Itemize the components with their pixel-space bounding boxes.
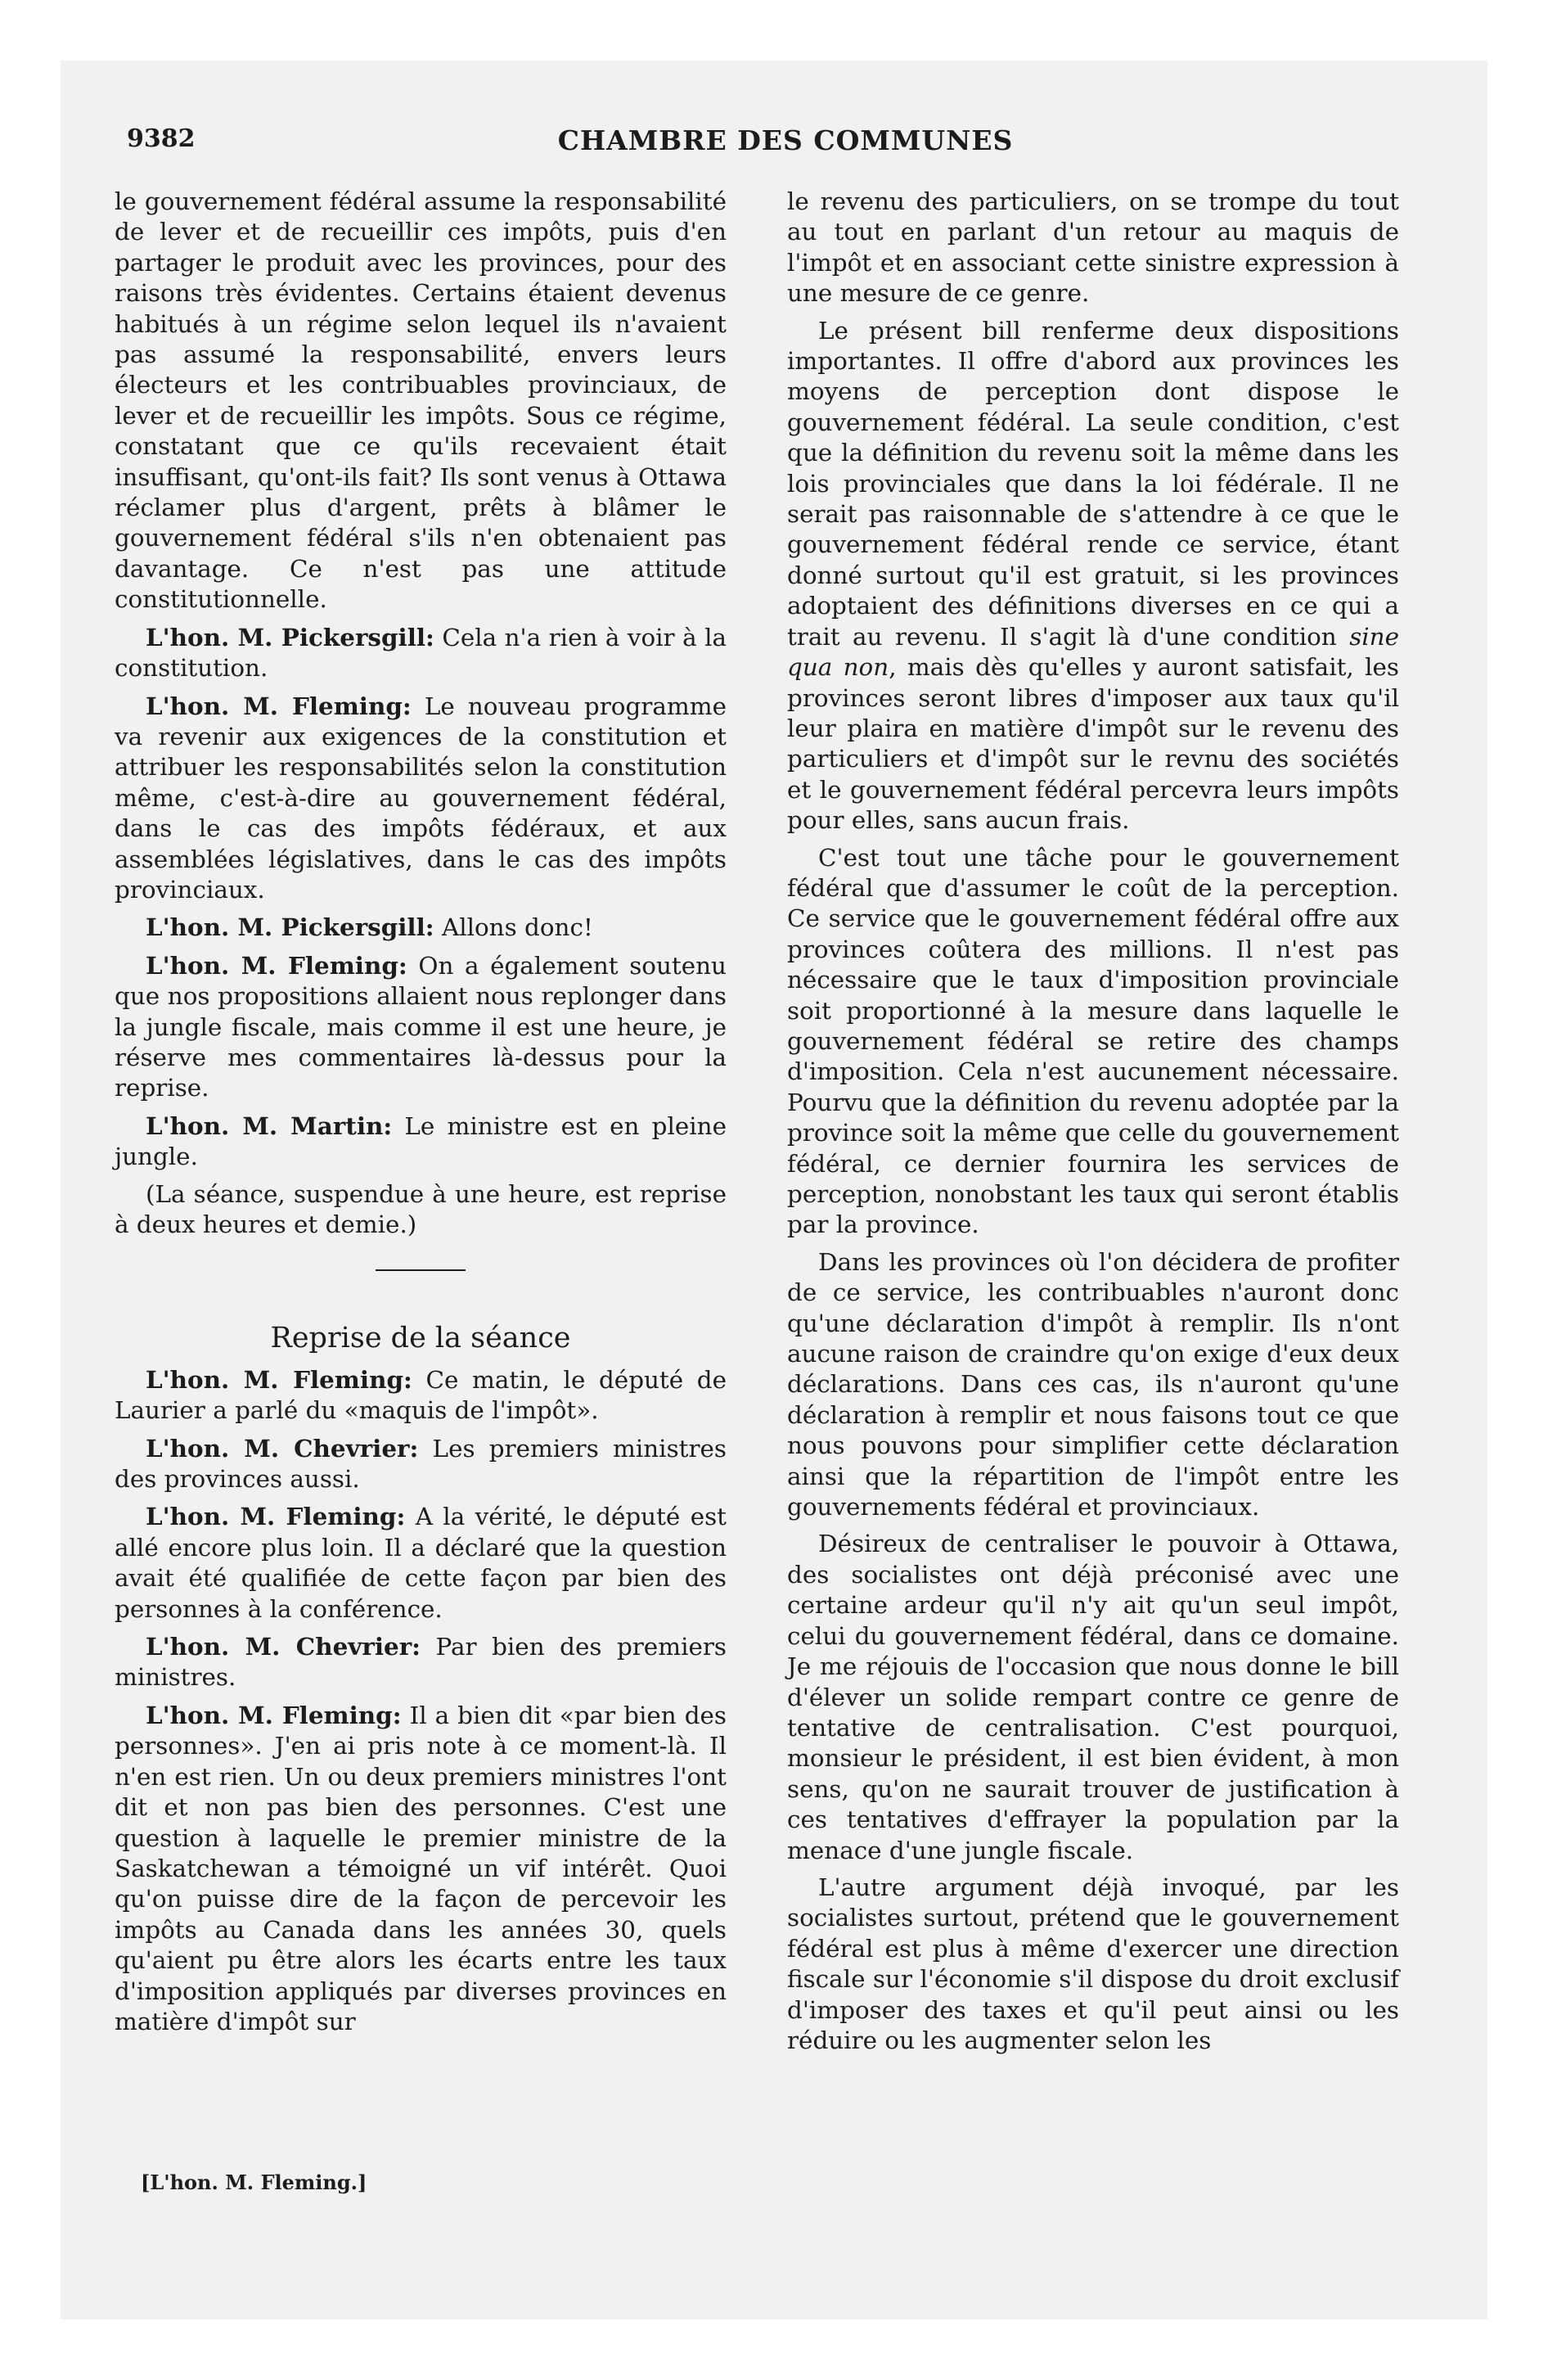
speech-text: Ce matin, le député de Laurier a parlé du «maquis de l'impôt». [115, 1365, 727, 1425]
footer-speaker-reference: [L'hon. M. Fleming.] [141, 2170, 367, 2194]
speech-text: On a également soutenu que nos propositions allaient nous replonger dans la jungle fiscale, mais comme il est une heure, je réserve mes commentaires là-dessus pour la reprise. [115, 951, 727, 1102]
section-divider [376, 1269, 466, 1271]
speech [115, 1433, 727, 1495]
speech [115, 1364, 727, 1427]
speech-text: Par bien des premiers ministres. [115, 1633, 727, 1692]
speaker-name: L'hon. M. Pickersgill: [146, 913, 434, 942]
left-column [115, 187, 727, 2044]
speech [115, 1700, 727, 2037]
speech [115, 1501, 727, 1625]
paragraph: C'est tout une tâche pour le gouvernement fédéral que d'assumer le coût de la perception. Ce service que le gouvernement fédéral offre aux provinces coûtera des millions. Il n'est pas nécessaire que le taux d'imposition provinciale soit proportionné à la mesure dans laquelle le gouvernement fédéral se retire des champs d'imposition. Cela n'est aucunement nécessaire. Pourvu que la définition du revenu adoptée par la province soit la même que celle du gouvernement fédéral, ce dernier fournira les services de perception, nonobstant les taux qui seront établis par la province. [787, 843, 1399, 1239]
speech-text: A la vérité, le député est allé encore plus loin. Il a déclaré que la question avait été qualifiée de cette façon par bien des personnes à la conférence. [115, 1503, 727, 1623]
latin-phrase: sine qua non [787, 622, 1399, 682]
speaker-name: L'hon. M. Fleming: [146, 950, 407, 980]
speech [115, 1631, 727, 1693]
page-header [127, 124, 1444, 160]
speech-text: Allons donc! [434, 913, 593, 942]
speaker-name: L'hon. M. Martin: [146, 1111, 393, 1140]
paragraph: le revenu des particuliers, on se trompe du tout au tout en parlant d'un retour au maquis de l'impôt et en associant cette sinistre expression à une mesure de ce genre. [787, 187, 1399, 308]
paragraph: Dans les provinces où l'on décidera de profiter de ce service, les contribuables n'auront donc qu'une déclaration d'impôt à remplir. Ils n'ont aucune raison de craindre qu'on exige d'eux deux déclarations. Dans ces cas, ils n'auront qu'une déclaration à remplir et nous faisons tout ce que nous pouvons pour simplifier cette déclaration ainsi que la répartition de l'impôt entre les gouvernements fédéral et provinciaux. [787, 1247, 1399, 1521]
speech-text: Cela n'a rien à voir à la constitution. [115, 623, 727, 683]
speech [115, 622, 727, 684]
speech-text: Il a bien dit «par bien des personnes». J'en ai pris note à ce moment-là. Il n'en est rien. Un ou deux premiers ministres l'ont dit et non pas bien des personnes. C'est une question à laquelle le premier ministre de la Saskatchewan a témoigné un vif intérêt. Quoi qu'on puisse dire de la façon de percevoir les impôts au Canada dans les années 30, quels qu'aient pu être alors les écarts entre les taux d'imposition appliqués par diverses provinces en matière d'impôt sur [115, 1701, 727, 2035]
paragraph-text: , mais dès qu'elles y auront satisfait, les provinces seront libres d'imposer aux taux qu'il leur plaira en matière d'impôt sur le revenu des particuliers et d'impôt sur le revnu des sociétés et le gouvernement fédéral percevra leurs impôts pour elles, sans aucun frais. [787, 653, 1399, 835]
speech-text: Le ministre est en pleine jungle. [115, 1111, 727, 1171]
speech [115, 1111, 727, 1173]
speech [115, 691, 727, 906]
paragraph: le gouvernement fédéral assume la responsabilité de lever et de recueillir ces impôts, puis d'en partager le produit avec les provinces, pour des raisons très évidentes. Certains étaient devenus habitués à un régime selon lequel ils n'avaient pas assumé la responsabilité, envers leurs électeurs et les contribuables provinciaux, de lever et de recueillir les impôts. Sous ce régime, constatant que ce qu'ils recevaient était insuffisant, qu'ont-ils fait? Ils sont venus à Ottawa réclamer plus d'argent, prêts à blâmer le gouvernement fédéral s'ils n'en obtenaient pas davantage. Ce n'est pas une attitude constitutionnelle. [115, 187, 727, 614]
paragraph [787, 316, 1399, 836]
speaker-name: L'hon. M. Fleming: [146, 1502, 406, 1531]
paragraph: L'autre argument déjà invoqué, par les socialistes surtout, prétend que le gouvernement fédéral est plus à même d'exercer une direction fiscale sur l'économie s'il dispose du droit exclusif d'imposer des taxes et qu'il peut ainsi ou les réduire ou les augmenter selon les [787, 1873, 1399, 2054]
speech-text: Les premiers ministres des provinces aussi. [115, 1434, 727, 1494]
speech-text: Le nouveau programme va revenir aux exigences de la constitution et attribuer les responsabilités selon la constitution même, c'est-à-dire au gouvernement fédéral, dans le cas des impôts fédéraux, et aux assemblées législatives, dans le cas des impôts provinciaux. [115, 692, 727, 904]
right-column [787, 187, 1399, 2062]
page-title: CHAMBRE DES COMMUNES [557, 124, 1014, 156]
speaker-name: L'hon. M. Pickersgill: [146, 622, 434, 651]
speaker-name: L'hon. M. Fleming: [146, 1700, 402, 1729]
speaker-name: L'hon. M. Chevrier: [146, 1433, 419, 1463]
speaker-name: L'hon. M. Chevrier: [146, 1632, 421, 1661]
speaker-name: L'hon. M. Fleming: [146, 691, 412, 720]
speech [115, 950, 727, 1104]
section-heading: Reprise de la séance [270, 1322, 571, 1355]
paragraph: Désireux de centraliser le pouvoir à Ottawa, des socialistes ont déjà préconisé avec une certaine ardeur qu'il n'y ait qu'un seul impôt, celui du gouvernement fédéral, dans ce domaine. Je me réjouis de l'occasion que nous donne le bill d'élever un solide rempart contre ce genre de tentative de centralisation. C'est pourquoi, monsieur le président, il est bien évident, à mon sens, qu'on ne saurait trouver de justification à ces tentatives d'effrayer la population par la menace d'une jungle fiscale. [787, 1530, 1399, 1864]
paragraph-text: Le présent bill renferme deux dispositions importantes. Il offre d'abord aux provinces les moyens de perception dont dispose le gouvernement fédéral. La seule condition, c'est que la définition du revenu soit la même dans les lois provinciales que dans la loi fédérale. Il ne serait pas raisonnable de s'attendre à ce que le gouvernement fédéral rende ce service, étant donné surtout qu'il est gratuit, si les provinces adoptaient des définitions diverses en ce qui a trait au revenu. Il s'agit là d'une condition [787, 316, 1399, 651]
speaker-name: L'hon. M. Fleming: [146, 1364, 412, 1394]
procedural-note: (La séance, suspendue à une heure, est reprise à deux heures et demie.) [115, 1179, 727, 1238]
page-number: 9382 [127, 124, 196, 153]
speech [115, 912, 727, 943]
